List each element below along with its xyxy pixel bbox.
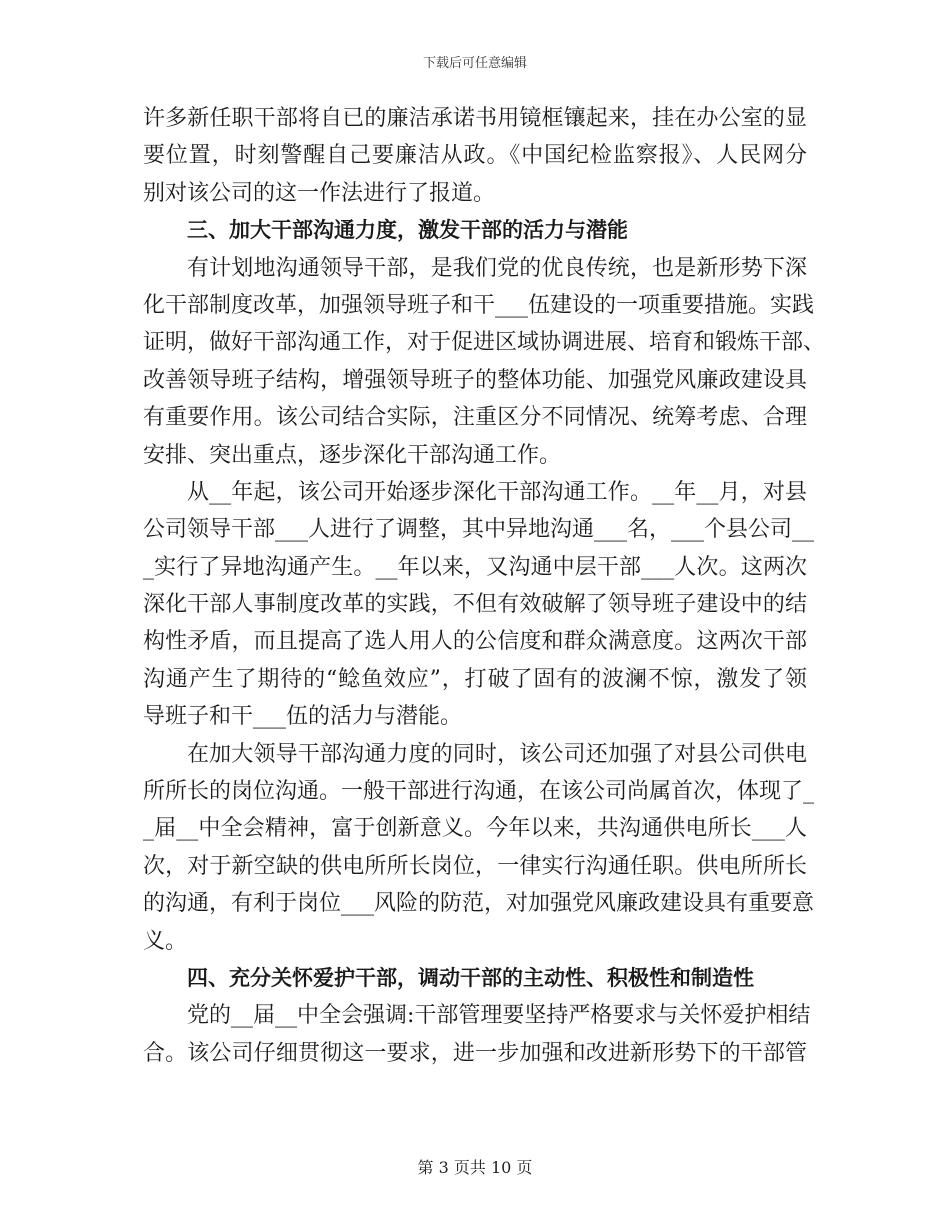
paragraph-line: 合。该公司仔细贯彻这一要求，进一步加强和改进新形势下的干部管	[143, 1040, 807, 1066]
paragraph-line: 沟通产生了期待的“鲶鱼效应”，打破了固有的波澜不惊，激发了领	[143, 666, 807, 692]
document-body	[143, 100, 826, 1072]
paragraph-line: 有计划地沟通领导干部，是我们党的优良传统，也是新形势下深	[187, 255, 807, 281]
paragraph-line: 从__年起，该公司开始逐步深化干部沟通工作。__年__月，对县	[187, 479, 807, 505]
paragraph-line: 次，对于新空缺的供电所所长岗位，一律实行沟通任职。供电所所长	[143, 853, 807, 879]
paragraph-line: 别对该公司的这一作法进行了报道。	[143, 180, 496, 206]
paragraph-line: 构性矛盾，而且提高了选人用人的公信度和群众满意度。这两次干部	[143, 629, 807, 655]
page-header: 下载后可任意编辑	[422, 56, 527, 71]
paragraph-line: 党的__届__中全会强调:干部管理要坚持严格要求与关怀爱护相结	[187, 1003, 811, 1029]
paragraph-line: 所所长的岗位沟通。一般干部进行沟通，在该公司尚属首次，体现了_	[143, 779, 815, 805]
paragraph-line: 的沟通，有利于岗位___风险的防范，对加强党风廉政建设具有重要意	[143, 891, 815, 917]
paragraph-line: 在加大领导干部沟通力度的同时，该公司还加强了对县公司供电	[187, 741, 807, 767]
section-heading: 三、加大干部沟通力度，激发干部的活力与潜能	[187, 218, 628, 243]
paragraph-line: 改善领导班子结构，增强领导班子的整体功能、加强党风廉政建设具	[143, 367, 807, 393]
section-heading: 四、充分关怀爱护干部，调动干部的主动性、积极性和制造性	[187, 965, 754, 990]
paragraph-line: 公司领导干部___人进行了调整，其中异地沟通___名，___个县公司__	[143, 517, 815, 543]
paragraph-line: 义。	[143, 928, 188, 954]
paragraph-line: 安排、突出重点，逐步深化干部沟通工作。	[143, 442, 562, 468]
paragraph-line: _实行了异地沟通产生。__年以来，又沟通中层干部___人次。这两次	[143, 554, 807, 580]
paragraph-line: 许多新任职干部将自已的廉洁承诺书用镜框镶起来，挂在办公室的显	[143, 106, 807, 131]
paragraph-line: 化干部制度改革，加强领导班子和干___伍建设的一项重要措施。实践	[143, 292, 815, 318]
page-footer: 第 3 页共 10 页	[417, 1158, 533, 1177]
paragraph-line: 深化干部人事制度改革的实践，不但有效破解了领导班子建设中的结	[143, 592, 807, 618]
paragraph-line: _届__中全会精神，富于创新意义。今年以来，共沟通供电所长___人	[143, 816, 807, 842]
paragraph-line: 要位置，时刻警醒自己要廉洁从政。《中国纪检监察报》、人民网分	[143, 143, 807, 169]
paragraph-line: 有重要作用。该公司结合实际，注重区分不同情况、统筹考虑、合理	[143, 405, 807, 431]
paragraph-line: 证明，做好干部沟通工作，对于促进区域协调进展、培育和锻炼干部、	[143, 330, 826, 356]
paragraph-line: 导班子和干___伍的活力与潜能。	[143, 704, 463, 730]
